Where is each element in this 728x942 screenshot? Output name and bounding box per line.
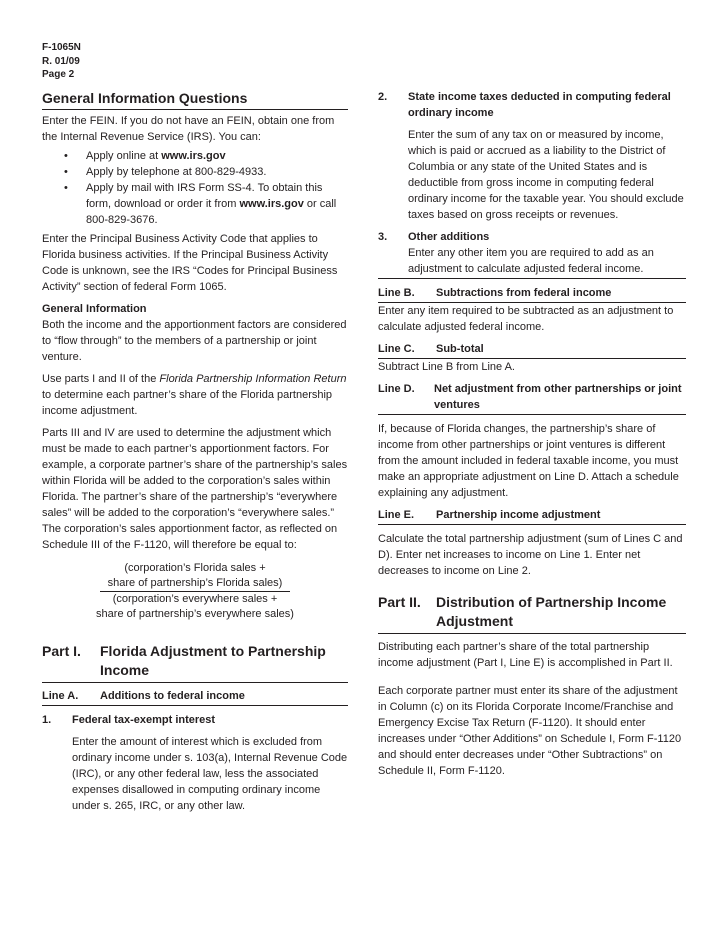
page-number: Page 2 (42, 69, 75, 80)
line-c-heading: Line C. Sub-total (378, 341, 686, 359)
line-a-heading: Line A. Additions to federal income (42, 688, 348, 706)
apportionment-fraction (42, 561, 348, 622)
fein-options-list (56, 148, 348, 228)
irs-link: www.irs.gov (161, 150, 226, 162)
line-b-heading: Line B. Subtractions from federal income (378, 285, 686, 303)
parts-iii-iv-text: Parts III and IV are used to determine the adjustment which must be made to each partner’s apportionment factors. For example, a corporate partner’s share of the partnership’s sales within Florida will be added to the corporation’s sales within Florida. The partner’s share of the partnership’s “everywhere sales” will be added to the corporation’s “everywhere sales.” The corporation’s sales apportionment factor, as reflected on Schedule III of the F-1120, will therefore be equal to: (42, 427, 348, 551)
line-d-text: If, because of Florida changes, the partnership’s share of income from other partnerships or joint ventures is different from the amount included in federal taxable income, you must make an appropriate adjustment on Line D. Attach a schedule explaining any adjustment. (378, 423, 679, 499)
part-i-heading: Part I. Florida Adjustment to Partnership Income (42, 642, 348, 683)
fraction-denominator: (corporation’s everywhere sales + share of partnership’s everywhere sales) (96, 593, 294, 620)
general-information-text: Both the income and the apportionment factors are considered to “flow through” to the members of a partnership or joint venture. (42, 319, 347, 363)
item-1-heading: 1. Federal tax-exempt interest (42, 714, 216, 726)
line-e-text: Calculate the total partnership adjustment (sum of Lines C and D). Enter net increases to income on Line 1. Enter net decreases to income on Line 2. (378, 533, 683, 577)
item-2-text: Enter the sum of any tax on or measured by income, which is paid or accrued as a liability to the District of Columbia or any state of the United States and is deductible from gross income in computing federal ordinary income for the taxable year. You should exclude taxes based on gross receipts or revenues. (408, 129, 684, 221)
item-3-text: Enter any other item you are required to add as an adjustment to calculate adjusted federal income. (378, 245, 686, 279)
parts-usage-text: Use parts I and II of the Florida Partnership Information Return to determine each partner’s share of the Florida partnership income adjustment. (42, 373, 347, 417)
part-ii-intro: Distributing each partner’s share of the total partnership income adjustment (Part I, Line E) is accomplished in Part II. (378, 641, 673, 669)
form-revision: R. 01/09 (42, 55, 80, 67)
fein-option-phone: • Apply by telephone at 800-829-4933. (56, 164, 348, 180)
form-header (42, 41, 81, 82)
fraction-numerator: (corporation’s Florida sales + share of partnership’s Florida sales) (100, 561, 291, 592)
irs-link: www.irs.gov (239, 198, 304, 210)
general-info-heading: General Information Questions (42, 89, 348, 110)
part-ii-instructions: Each corporate partner must enter its share of the adjustment in Column (c) on its Florida Corporate Income/Franchise and Emergency Excise Tax Return (F-1120). It should enter increases under “Other Additions” on Schedule I, Form F-1120 and should enter decreases under “Other Subtractions” on Schedule II, Form F-1120. (378, 685, 682, 777)
item-2-heading: 2. State income taxes deducted in computing federal ordinary income (378, 91, 671, 119)
part-ii-heading: Part II. Distribution of Partnership Income Adjustment (378, 593, 686, 634)
line-e-heading: Line E. Partnership income adjustment (378, 507, 686, 525)
principal-activity-text: Enter the Principal Business Activity Code that applies to Florida business activities. If the Principal Business Activity Code is unknown, see the IRS “Codes for Principal Business Activity” section of federal Form 1065. (42, 233, 338, 293)
fein-option-online: • Apply online at www.irs.gov (56, 148, 348, 164)
fein-option-mail: • Apply by mail with IRS Form SS-4. To obtain this form, download or order it from www.irs.gov or call 800-829-3676. (56, 180, 348, 228)
fein-intro: Enter the FEIN. If you do not have an FEIN, obtain one from the Internal Revenue Service (IRS). You can: (42, 115, 335, 143)
left-column (42, 89, 348, 814)
line-b-text: Enter any item required to be subtracted as an adjustment to calculate adjusted federal income. (378, 305, 674, 333)
item-3-heading: 3. Other additions (378, 231, 490, 243)
item-1-text: Enter the amount of interest which is excluded from ordinary income under s. 103(a), Internal Revenue Code (IRC), or any other federal law, less the associated expenses disallowed in computing ordinary income under s. 265, IRC, or any other law. (72, 736, 348, 812)
general-information-subheading: General Information (42, 303, 147, 315)
line-d-heading: Line D. Net adjustment from other partnerships or joint ventures (378, 381, 686, 415)
line-c-text: Subtract Line B from Line A. (378, 361, 515, 373)
right-column (378, 89, 686, 779)
form-number: F-1065N (42, 42, 81, 53)
